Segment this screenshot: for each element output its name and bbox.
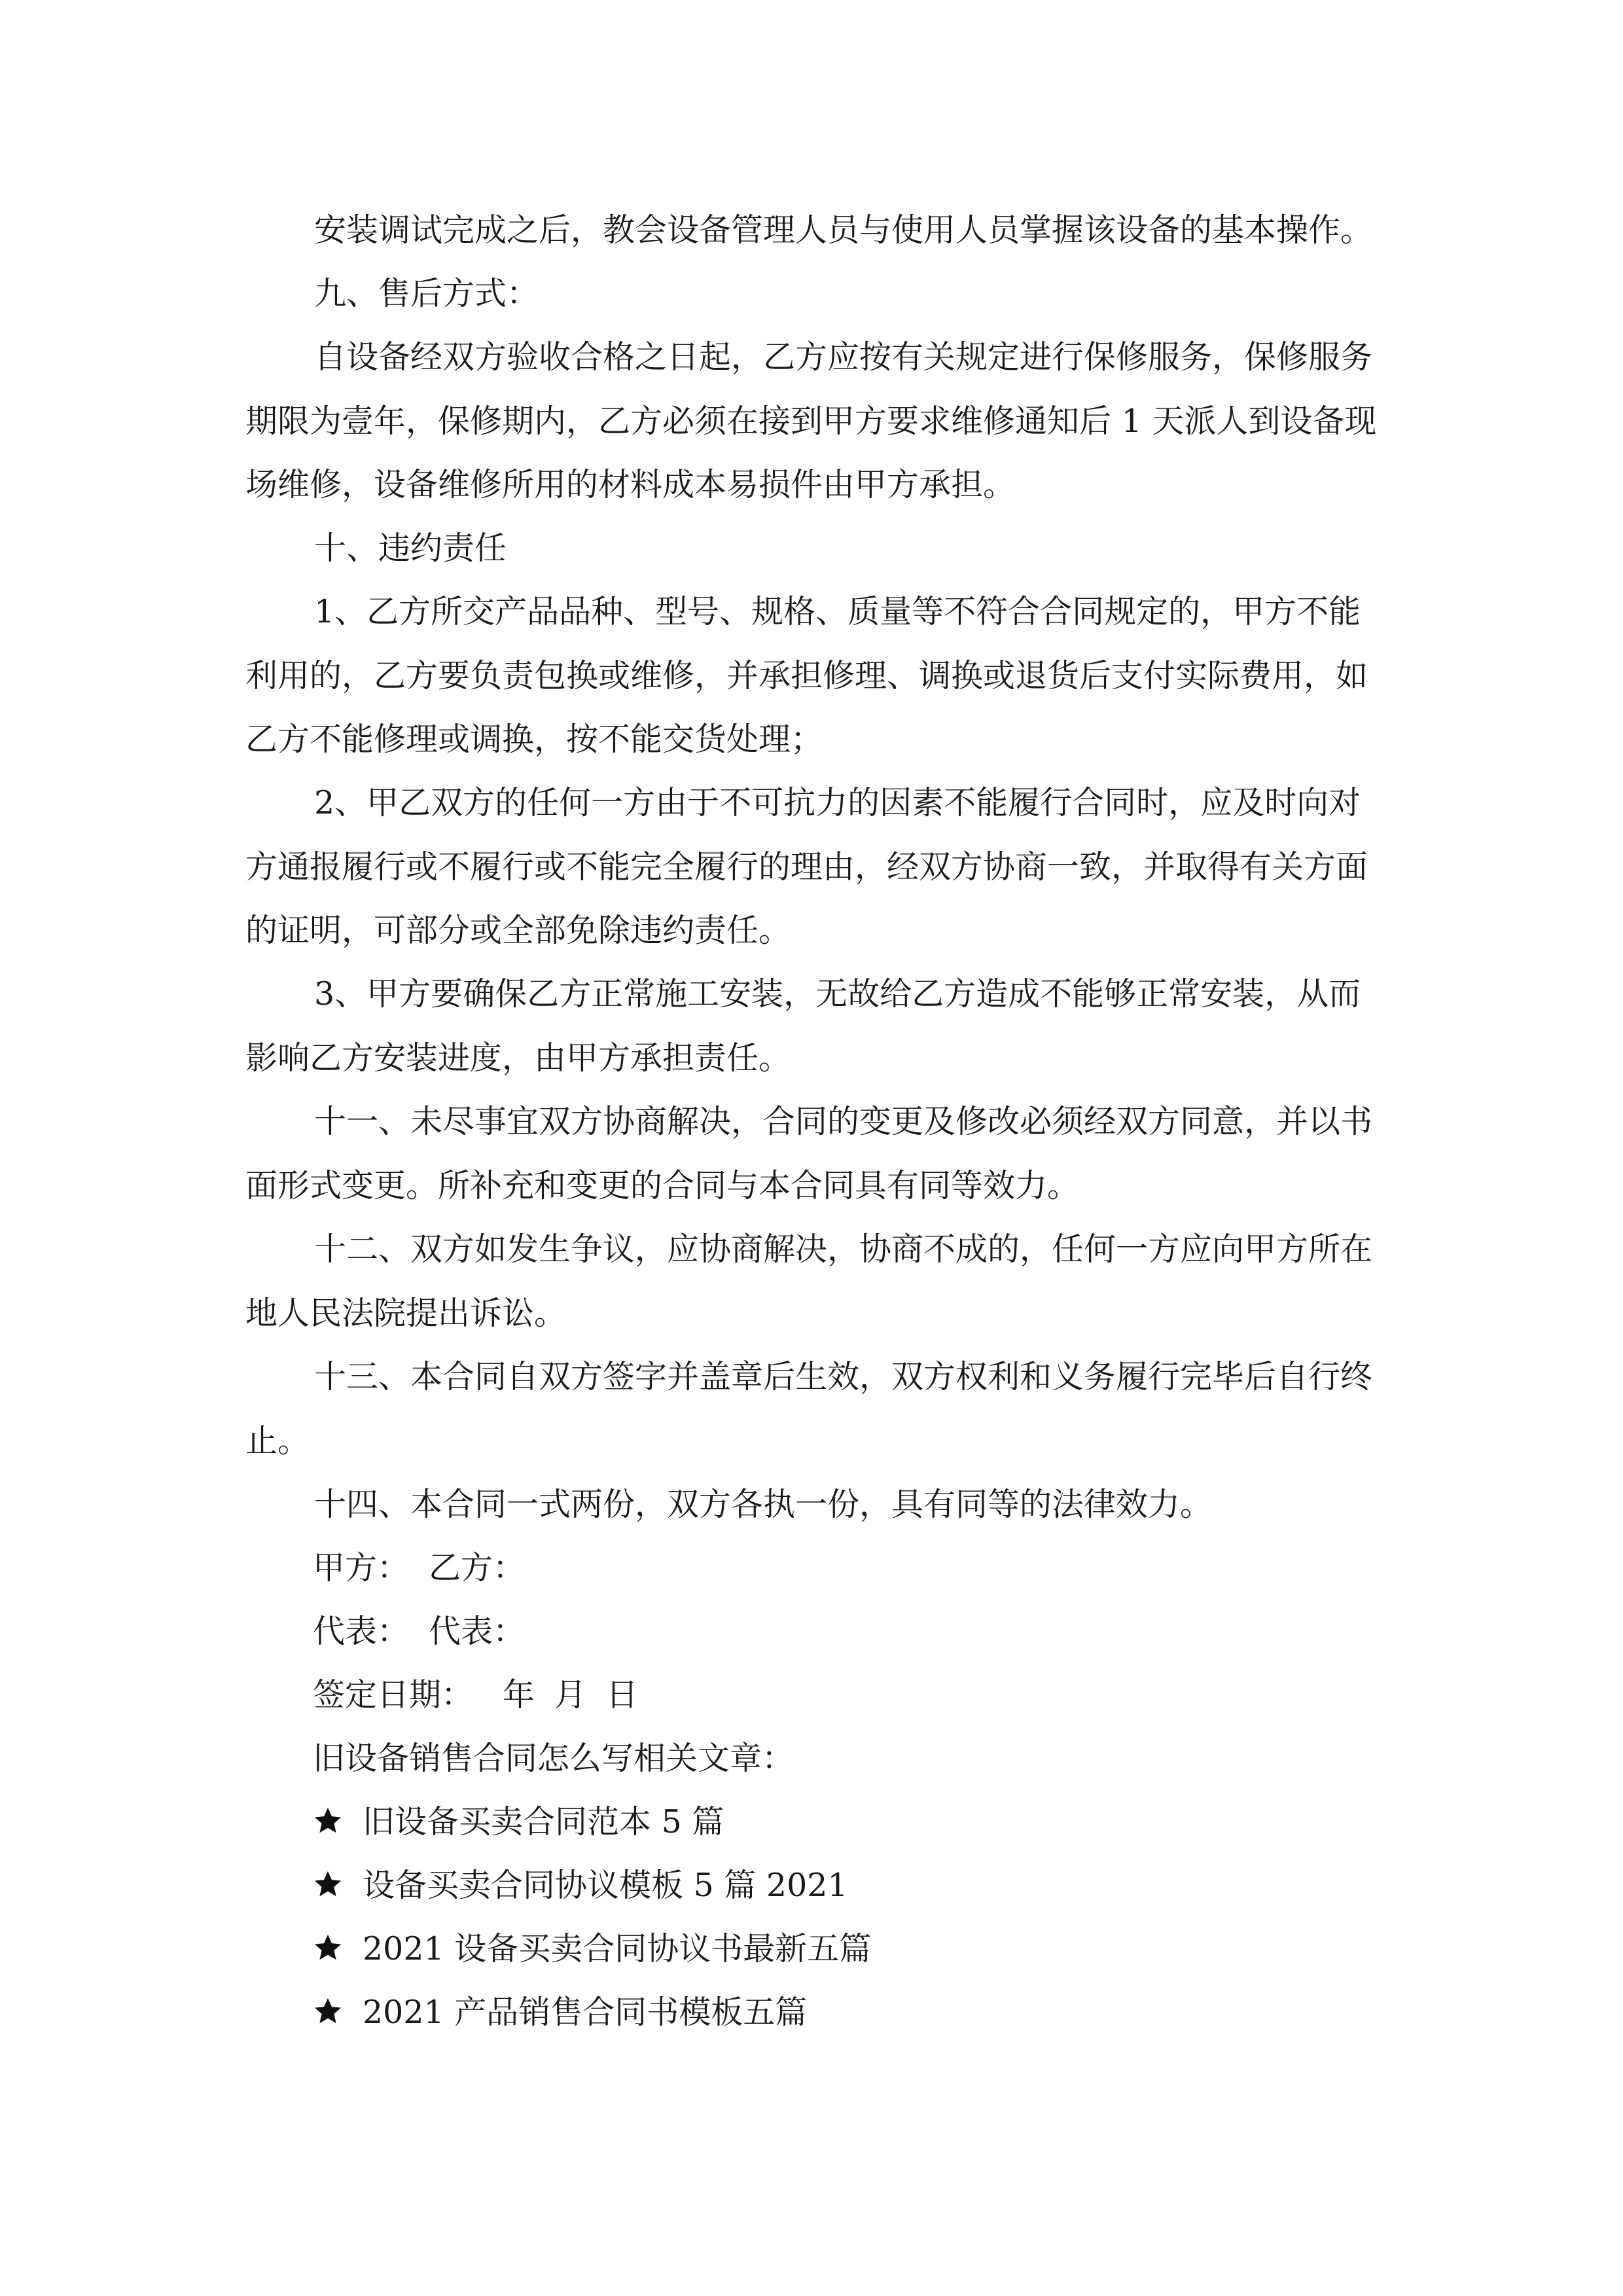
star-icon (313, 1869, 343, 1899)
related-article-title[interactable]: 设备买卖合同协议模板 5 篇 2021 (363, 1867, 848, 1904)
party-a-label: 甲方： (313, 1549, 410, 1587)
rep-b-label: 代表： (429, 1613, 526, 1650)
star-icon (313, 1996, 343, 2026)
related-article-title[interactable]: 旧设备买卖合同范本 5 篇 (363, 1803, 724, 1840)
star-icon (313, 1806, 343, 1836)
paragraph-liability-3: 3、甲方要确保乙方正常施工安装，无故给乙方造成不能够正常安装，从而影响乙方安装进度，由甲方承担责任。 (245, 975, 1361, 1077)
signature-representatives-line (313, 1600, 525, 1664)
paragraph-warranty: 自设备经双方验收合格之日起，乙方应按有关规定进行保修服务，保修服务期限为壹年，保修期内，乙方必须在接到甲方要求维修通知后 1 天派人到设备现场维修，设备维修所用的材料成本易损件由甲方承担。 (245, 338, 1377, 503)
date-day: 日 (606, 1676, 639, 1713)
related-article-link[interactable] (313, 1854, 848, 1918)
related-article-title[interactable]: 2021 设备买卖合同协议书最新五篇 (363, 1930, 872, 1967)
paragraph-liability-2: 2、甲乙双方的任何一方由于不可抗力的因素不能履行合同时，应及时向对方通报履行或不履行或不能完全履行的理由，经双方协商一致，并取得有关方面的证明，可部分或全部免除违约责任。 (245, 784, 1368, 949)
signature-parties-line (313, 1536, 525, 1600)
paragraph-clause-12: 十二、双方如发生争议，应协商解决，协商不成的，任何一方应向甲方所在地人民法院提出诉讼。 (245, 1230, 1373, 1332)
paragraph-installation: 安装调试完成之后，教会设备管理人员与使用人员掌握该设备的基本操作。 (314, 211, 1373, 249)
paragraph-clause-11: 十一、未尽事宜双方协商解决，合同的变更及修改必须经双方同意，并以书面形式变更。所补充和变更的合同与本合同具有同等效力。 (245, 1103, 1373, 1204)
related-article-link[interactable] (313, 1981, 807, 2045)
date-label: 签定日期： (313, 1676, 474, 1713)
party-b-label: 乙方： (429, 1549, 526, 1587)
paragraph-clause-13: 十三、本合同自双方签字并盖章后生效，双方权利和义务履行完毕后自行终止。 (245, 1358, 1373, 1460)
related-article-link[interactable] (313, 1917, 871, 1981)
related-article-link[interactable] (313, 1790, 724, 1854)
date-year: 年 (503, 1676, 535, 1713)
star-icon (313, 1933, 343, 1963)
paragraph-clause-14: 十四、本合同一式两份，双方各执一份，具有同等的法律效力。 (314, 1486, 1213, 1523)
paragraph-liability-1: 1、乙方所交产品品种、型号、规格、质量等不符合合同规定的，甲方不能利用的，乙方要负责包换或维修，并承担修理、调换或退货后支付实际费用，如乙方不能修理或调换，按不能交货处理； (245, 593, 1368, 758)
section-heading-liability: 十、违约责任 (314, 529, 507, 567)
section-heading-after-sales: 九、售后方式： (314, 275, 539, 312)
rep-a-label: 代表： (313, 1613, 410, 1650)
related-article-title[interactable]: 2021 产品销售合同书模板五篇 (363, 1994, 808, 2031)
signature-date-line (313, 1663, 638, 1727)
related-articles-heading: 旧设备销售合同怎么写相关文章： (313, 1740, 794, 1777)
date-month: 月 (554, 1676, 587, 1713)
